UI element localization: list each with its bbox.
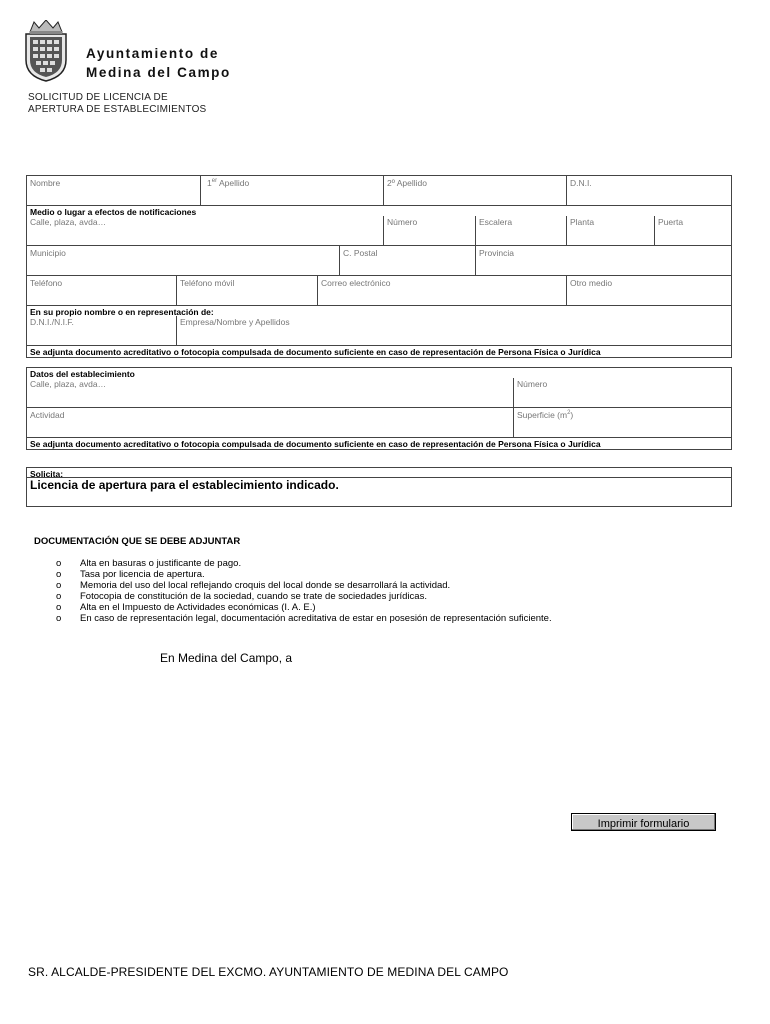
establishment-note-row bbox=[26, 437, 732, 450]
municipio-label: Municipio bbox=[30, 248, 66, 258]
org-line-2: Medina del Campo bbox=[86, 65, 231, 80]
telefono-label: Teléfono bbox=[30, 278, 63, 288]
coat-of-arms-logo bbox=[22, 20, 70, 82]
contact-row bbox=[26, 275, 732, 306]
title-line-1: SOLICITUD DE LICENCIA DE bbox=[28, 92, 168, 103]
representation-row bbox=[26, 305, 732, 346]
est-numero-label: Número bbox=[517, 379, 548, 389]
bullet: o bbox=[56, 591, 62, 602]
cpostal-label: C. Postal bbox=[343, 248, 378, 258]
establishment-section-label: Datos del establecimiento bbox=[30, 369, 135, 379]
actividad-label: Actividad bbox=[30, 410, 65, 420]
est-calle-label: Calle, plaza, avda… bbox=[30, 379, 107, 389]
title-line-2: APERTURA DE ESTABLECIMIENTOS bbox=[28, 104, 207, 115]
bullet: o bbox=[56, 580, 62, 591]
print-form-button[interactable]: Imprimir formulario bbox=[571, 813, 716, 831]
notif-planta-label: Planta bbox=[570, 217, 595, 227]
notif-puerta-field[interactable] bbox=[654, 216, 731, 245]
provincia-label: Provincia bbox=[479, 248, 514, 258]
documentation-list bbox=[56, 558, 552, 624]
notification-address-row bbox=[26, 205, 732, 246]
list-item: o En caso de representación legal, documentación acreditativa de estar en posesión de representación suficiente. bbox=[56, 613, 552, 624]
telefono-field[interactable] bbox=[27, 276, 176, 305]
rep-dni-field[interactable] bbox=[27, 316, 176, 345]
movil-field[interactable] bbox=[176, 276, 317, 305]
actividad-field[interactable] bbox=[27, 408, 513, 437]
notification-section-label: Medio o lugar a efectos de notificaciones bbox=[30, 207, 197, 217]
apellido1-field[interactable] bbox=[200, 176, 383, 205]
otro-medio-label: Otro medio bbox=[570, 278, 613, 288]
notif-escalera-label: Escalera bbox=[479, 217, 513, 227]
notif-planta-field[interactable] bbox=[566, 216, 654, 245]
rep-empresa-field[interactable] bbox=[176, 316, 731, 345]
apellido1-label: 1er Apellido bbox=[207, 178, 250, 188]
addressee-footer: SR. ALCALDE-PRESIDENTE DEL EXCMO. AYUNTAMIENTO DE MEDINA DEL CAMPO bbox=[28, 965, 509, 979]
notif-escalera-field[interactable] bbox=[475, 216, 566, 245]
movil-label: Teléfono móvil bbox=[180, 278, 235, 288]
place-date-line: En Medina del Campo, a bbox=[160, 651, 293, 665]
superficie-label: Superficie $(m^2)$ bbox=[517, 410, 574, 420]
cpostal-field[interactable] bbox=[339, 246, 475, 275]
notif-calle-field[interactable] bbox=[27, 216, 383, 245]
solicita-field[interactable] bbox=[27, 477, 731, 506]
rep-dni-label: D.N.I./N.I.F. bbox=[30, 317, 74, 327]
superficie-field[interactable] bbox=[513, 408, 731, 437]
municipio-row bbox=[26, 245, 732, 276]
solicita-section-label: Solicita: bbox=[30, 469, 64, 479]
notif-calle-label: Calle, plaza, avda… bbox=[30, 217, 107, 227]
notif-numero-field[interactable] bbox=[383, 216, 475, 245]
representation-note-row bbox=[26, 345, 732, 358]
correo-label: Correo electrónico bbox=[321, 278, 391, 288]
otro-medio-field[interactable] bbox=[566, 276, 731, 305]
rep-empresa-label: Empresa/Nombre y Apellidos bbox=[180, 317, 290, 327]
bullet: o bbox=[56, 613, 62, 624]
apellido2-label: 2º Apellido bbox=[387, 178, 427, 188]
correo-field[interactable] bbox=[317, 276, 566, 305]
list-item: o Memoria del uso del local reflejando croquis del local donde se desarrollará la actividad. bbox=[56, 580, 451, 591]
list-item: o Fotocopia de constitución de la sociedad, cuando se trate de sociedades jurídicas. bbox=[56, 591, 427, 602]
list-item: o Alta en el Impuesto de Actividades económicas (I. A. E.) bbox=[56, 602, 316, 613]
notif-numero-label: Número bbox=[387, 217, 418, 227]
documentation-heading: DOCUMENTACIÓN QUE SE DEBE ADJUNTAR bbox=[34, 536, 241, 547]
organization-name bbox=[86, 44, 231, 82]
representation-note: Se adjunta documento acreditativo o fotocopia compulsada de documento suficiente en caso de representación de Persona Física o Jurídica bbox=[30, 347, 601, 357]
est-numero-field[interactable] bbox=[513, 378, 731, 407]
applicant-row bbox=[26, 175, 732, 206]
provincia-field[interactable] bbox=[475, 246, 731, 275]
representation-section-label: En su propio nombre o en representación de: bbox=[30, 307, 214, 317]
nombre-label: Nombre bbox=[30, 178, 61, 188]
dni-field[interactable] bbox=[566, 176, 731, 205]
document-title bbox=[28, 92, 206, 116]
list-item: o Alta en basuras o justificante de pago. bbox=[56, 558, 242, 569]
solicita-row bbox=[26, 467, 732, 507]
est-calle-field[interactable] bbox=[27, 378, 513, 407]
bullet: o bbox=[56, 558, 62, 569]
establishment-note: Se adjunta documento acreditativo o fotocopia compulsada de documento suficiente en caso de representación de Persona Física o Jurídica bbox=[30, 439, 601, 449]
bullet: o bbox=[56, 569, 62, 580]
municipio-field[interactable] bbox=[27, 246, 339, 275]
apellido2-field[interactable] bbox=[383, 176, 566, 205]
notif-puerta-label: Puerta bbox=[658, 217, 684, 227]
nombre-field[interactable] bbox=[27, 176, 200, 205]
org-line-1: Ayuntamiento de bbox=[86, 46, 220, 61]
solicita-text: Licencia de apertura para el establecimiento indicado. bbox=[30, 478, 339, 492]
bullet: o bbox=[56, 602, 62, 613]
activity-row bbox=[26, 407, 732, 438]
dni-label: D.N.I. bbox=[570, 178, 592, 188]
establishment-row bbox=[26, 367, 732, 408]
list-item: o Tasa por licencia de apertura. bbox=[56, 569, 205, 580]
